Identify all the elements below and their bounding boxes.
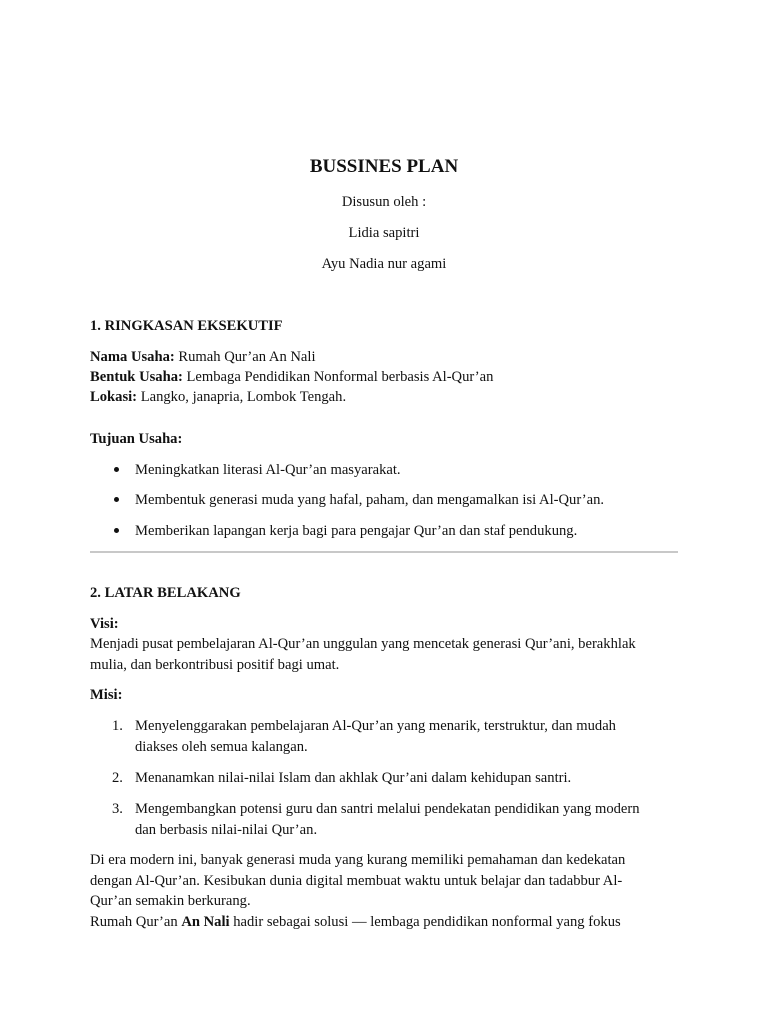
mission-number: 2. [112, 770, 123, 786]
vision-text-line: Menjadi pusat pembelajaran Al-Qur’an unggulan yang mencetak generasi Qur’ani, berakhlak [90, 636, 636, 652]
document-title: BUSSINES PLAN [309, 156, 459, 177]
paragraph-line: Qur’an semakin berkurang. [90, 893, 251, 909]
goal-item: Meningkatkan literasi Al-Qur’an masyarakat. [135, 462, 401, 478]
mission-text-line: Menanamkan nilai-nilai Islam dan akhlak Qur’ani dalam kehidupan santri. [135, 770, 572, 786]
paragraph-line: Di era modern ini, banyak generasi muda yang kurang memiliki pemahaman dan kedekatan [90, 852, 626, 868]
vision-text-line: mulia, dan berkontribusi positif bagi umat. [90, 657, 340, 673]
field-label: Lokasi: [90, 389, 138, 405]
horizontal-rule [90, 551, 678, 553]
goals-label: Tujuan Usaha: [90, 431, 183, 447]
field-value: Langko, janapria, Lombok Tengah. [137, 389, 347, 405]
mission-number: 3. [112, 801, 123, 817]
section-heading-latar-belakang: 2. LATAR BELAKANG [90, 585, 241, 601]
document-subtitle: Disusun oleh : [341, 194, 427, 210]
bullet-icon [114, 467, 119, 472]
field-value: Lembaga Pendidikan Nonformal berbasis Al-Qur’an [182, 369, 494, 385]
author-name: Lidia sapitri [348, 225, 420, 241]
mission-number: 1. [112, 718, 123, 734]
paragraph-line: dengan Al-Qur’an. Kesibukan dunia digital membuat waktu untuk belajar dan tadabbur Al- [90, 873, 623, 889]
bullet-icon [114, 497, 119, 502]
mission-text-line: Mengembangkan potensi guru dan santri melalui pendekatan pendidikan yang modern [135, 801, 640, 817]
goal-item: Membentuk generasi muda yang hafal, paham, dan mengamalkan isi Al-Qur’an. [135, 492, 605, 508]
mission-text-line: Menyelenggarakan pembelajaran Al-Qur’an yang menarik, terstruktur, dan mudah [135, 718, 616, 734]
field-nama-usaha [90, 347, 316, 367]
author-name: Ayu Nadia nur agami [321, 256, 447, 272]
vision-label: Visi: [90, 616, 119, 632]
mission-label: Misi: [90, 687, 123, 703]
field-bentuk-usaha [90, 367, 493, 387]
mission-text-line: dan berbasis nilai-nilai Qur’an. [135, 822, 318, 838]
goal-item: Memberikan lapangan kerja bagi para pengajar Qur’an dan staf pendukung. [135, 523, 578, 539]
mission-text-line: diakses oleh semua kalangan. [135, 739, 308, 755]
paragraph-line [90, 912, 621, 932]
paragraph-text: hadir sebagai solusi — lembaga pendidikan nonformal yang fokus [229, 914, 621, 930]
section-heading-ringkasan: 1. RINGKASAN EKSEKUTIF [90, 318, 283, 334]
business-name-bold: An Nali [181, 914, 230, 930]
field-lokasi [90, 387, 346, 407]
paragraph-text: Rumah Qur’an [90, 914, 182, 930]
field-value: Rumah Qur’an An Nali [174, 349, 316, 365]
field-label: Bentuk Usaha: [90, 369, 183, 385]
bullet-icon [114, 528, 119, 533]
field-label: Nama Usaha: [90, 349, 175, 365]
